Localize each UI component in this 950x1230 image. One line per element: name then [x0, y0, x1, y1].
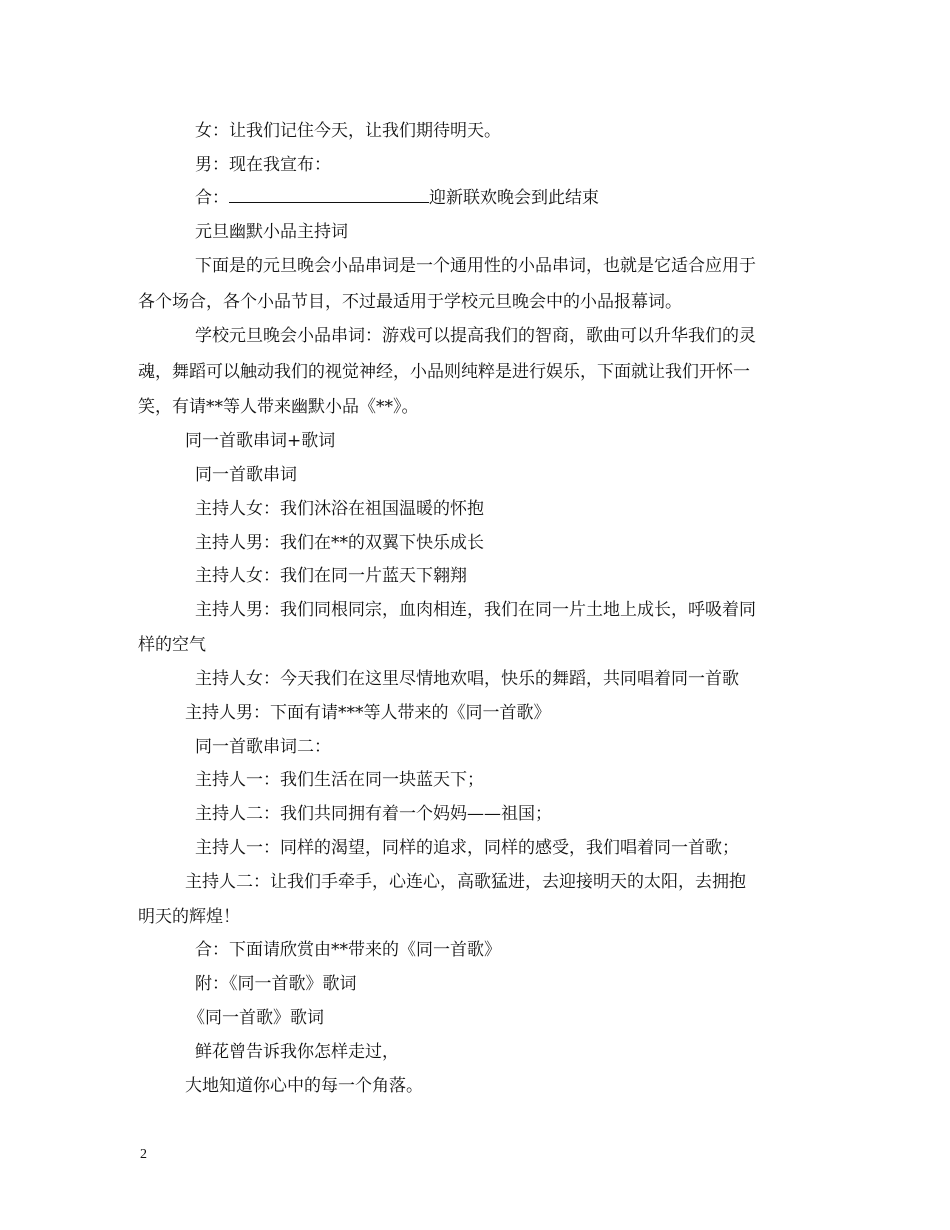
line-text: 合：下面请欣赏由**带来的《同一首歌》: [195, 940, 501, 960]
line-text: 元旦幽默小品主持词: [195, 222, 348, 242]
line-text: 同一首歌串词二：: [195, 737, 331, 757]
line-text: 主持人男：我们在**的双翼下快乐成长: [195, 533, 484, 553]
line-text: 主持人男：我们同根同宗，血肉相连，我们在同一片土地上成长，呼吸着同: [195, 600, 756, 620]
paragraph-line: [0, 634, 950, 656]
text-line: [0, 668, 950, 690]
line-text: 同一首歌串词+歌词: [185, 431, 336, 451]
page-number: 2: [140, 1147, 147, 1162]
text-line: [0, 154, 950, 176]
line-text: 《同一首歌》歌词: [188, 1008, 324, 1028]
line-text: 学校元旦晚会小品串词：游戏可以提高我们的智商，歌曲可以升华我们的灵: [195, 326, 756, 346]
line-text: 合：: [195, 188, 229, 208]
paragraph-line: [0, 599, 950, 621]
line-text: 男：现在我宣布：: [195, 155, 331, 175]
line-text: 主持人女：我们在同一片蓝天下翱翔: [195, 566, 467, 586]
text-line: [0, 769, 950, 791]
line-text: 主持人一：我们生活在同一块蓝天下；: [195, 770, 484, 790]
fill-in-blank: [229, 187, 429, 203]
line-text: 女：让我们记住今天，让我们期待明天。: [195, 121, 501, 141]
line-text: 大地知道你心中的每一个角落。: [185, 1076, 423, 1096]
lyric-line: [0, 1041, 950, 1063]
line-text: 同一首歌串词: [195, 465, 297, 485]
paragraph-line: [0, 255, 950, 277]
line-text: 迎新联欢晚会到此结束: [429, 188, 599, 208]
paragraph-line: [0, 396, 950, 418]
text-line: [0, 532, 950, 554]
lyric-line: [0, 1075, 950, 1097]
text-line: [0, 565, 950, 587]
line-text: 主持人一：同样的渴望，同样的追求，同样的感受，我们唱着同一首歌；: [195, 838, 739, 858]
section-heading: [0, 430, 950, 452]
text-line: [0, 837, 950, 859]
line-text: 下面是的元旦晚会小品串词是一个通用性的小品串词，也就是它适合应用于: [195, 256, 756, 276]
paragraph-line: [0, 325, 950, 347]
text-line: [0, 464, 950, 486]
paragraph-line: [0, 906, 950, 928]
text-line: [0, 1007, 950, 1029]
line-text: 魂，舞蹈可以触动我们的视觉神经，小品则纯粹是进行娱乐，下面就让我们开怀一: [138, 362, 750, 382]
line-text: 明天的辉煌！: [138, 907, 240, 927]
text-line: [0, 973, 950, 995]
line-text: 主持人女：我们沐浴在祖国温暖的怀抱: [195, 499, 484, 519]
line-text: 样的空气: [138, 635, 206, 655]
paragraph-line: [0, 361, 950, 383]
text-line: [0, 939, 950, 961]
line-text: 主持人二：让我们手牵手，心连心，高歌猛进，去迎接明天的太阳，去拥抱: [185, 872, 746, 892]
line-text: 主持人女：今天我们在这里尽情地欢唱，快乐的舞蹈，共同唱着同一首歌: [195, 669, 739, 689]
line-text: 主持人二：我们共同拥有着一个妈妈——祖国；: [195, 804, 552, 824]
text-line: [0, 702, 950, 724]
line-text: 鲜花曾告诉我你怎样走过，: [195, 1042, 399, 1062]
paragraph-line: [0, 291, 950, 313]
line-text: 附：《同一首歌》歌词: [195, 974, 357, 994]
paragraph-line: [0, 871, 950, 893]
line-text: 各个场合，各个小品节目，不过最适用于学校元旦晚会中的小品报幕词。: [138, 292, 682, 312]
section-heading: [0, 221, 950, 243]
line-text: 笑，有请**等人带来幽默小品《**》。: [138, 397, 419, 417]
text-line: [0, 187, 950, 209]
line-text: 主持人男：下面有请***等人带来的《同一首歌》: [185, 703, 551, 723]
text-line: [0, 120, 950, 142]
text-line: [0, 736, 950, 758]
text-line: [0, 803, 950, 825]
text-line: [0, 498, 950, 520]
